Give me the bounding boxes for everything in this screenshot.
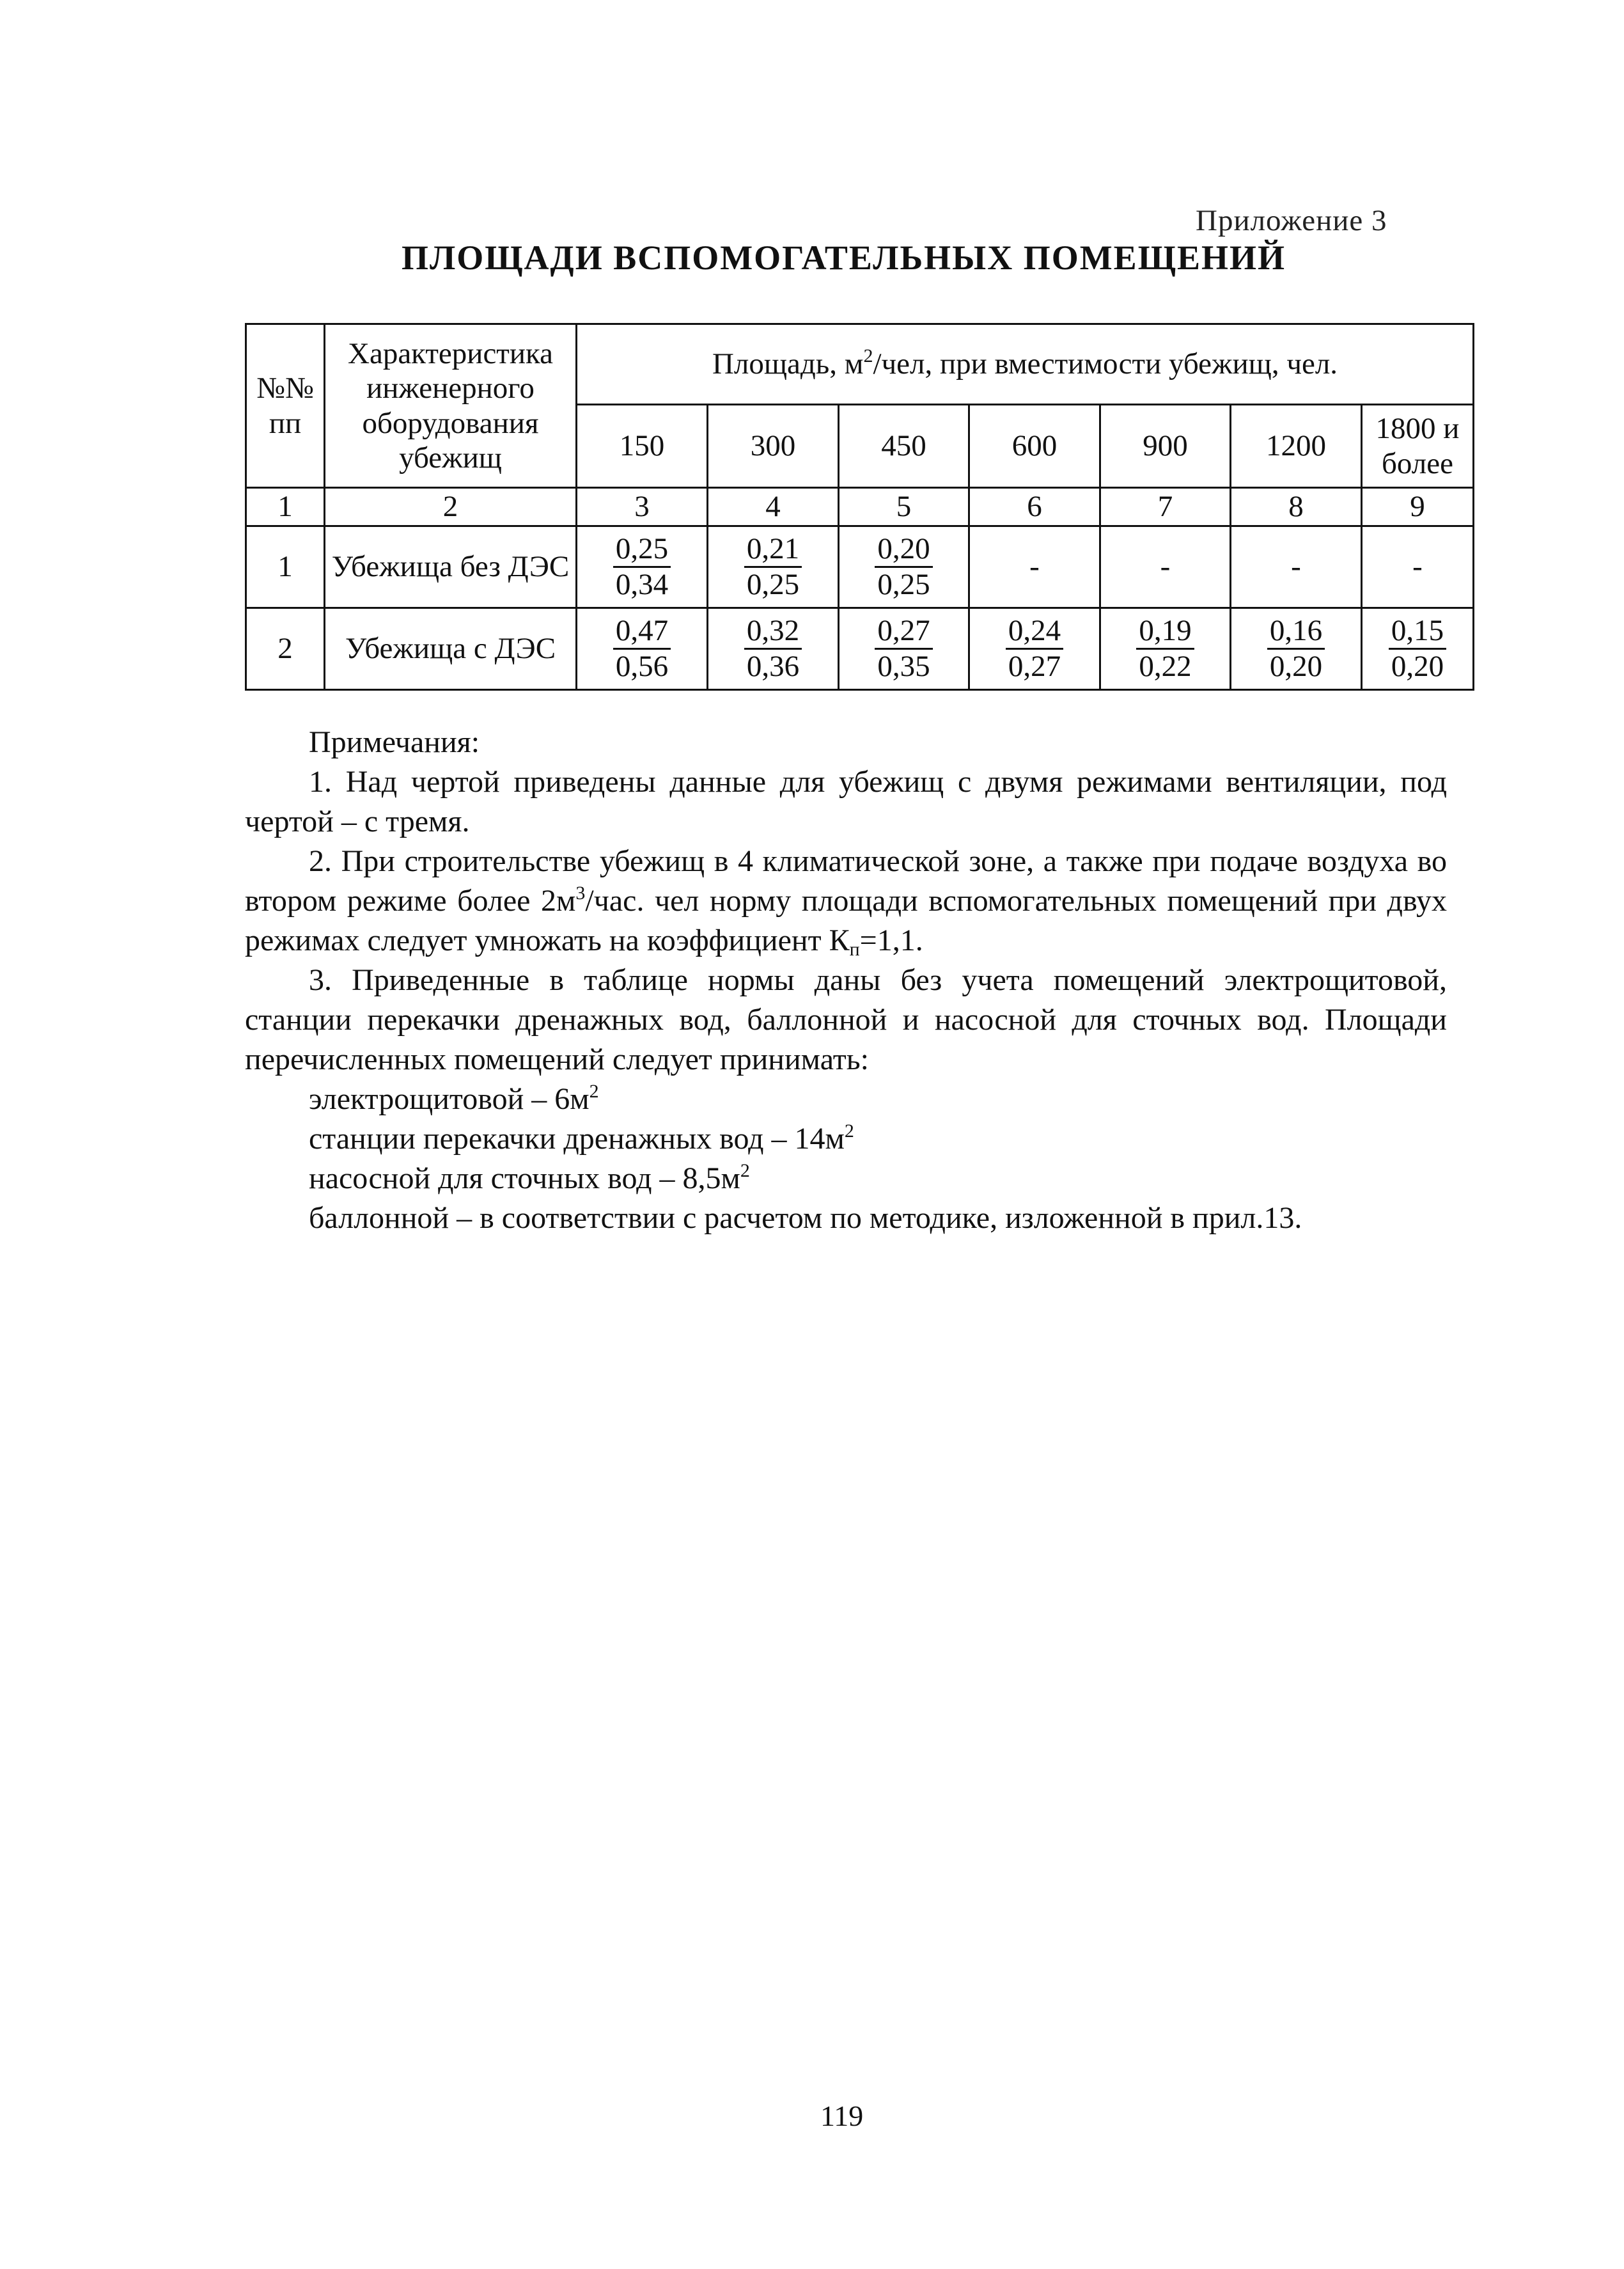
value-cell [577,526,708,608]
value-top: 0,21 [744,532,802,568]
value-cell [708,608,839,690]
header-area-cell [577,324,1474,405]
column-number-cell: 1 [246,488,325,526]
value-bottom: 0,20 [1269,649,1323,683]
value-dash-cell: - [1231,526,1362,608]
note-2-sup: 3 [575,883,586,904]
value-bottom: 0,25 [746,567,800,601]
note-3-item [245,1119,1447,1159]
note-3: 3. Приведенные в таблице нормы даны без учета помещений электрощитовой, станции перекачки дренажных вод, баллонной и насосной для сточных вод. Площади перечисленных помещений следует принимать: [245,963,1447,1076]
value-cell [1100,608,1231,690]
capacity-cell: 900 [1100,405,1231,488]
capacity-cell: 300 [708,405,839,488]
note-3-item-text: насосной для сточных вод – 8,5м [309,1161,740,1195]
header-num-cell [246,324,325,488]
note-3-item: баллонной – в соответствии с расчетом по методике, изложенной в прил.13. [309,1201,1302,1235]
column-number-cell: 8 [1231,488,1362,526]
num-header: №№ пп [256,372,314,440]
value-bottom: 0,36 [746,649,800,683]
capacity-cell: 1800 и более [1362,405,1474,488]
row-label-cell: Убежища без ДЭС [325,526,577,608]
notes-heading: Примечания: [309,725,480,759]
value-bottom: 0,27 [1008,649,1061,683]
area-header-pre: Площадь, м [712,347,864,381]
capacity-cell: 150 [577,405,708,488]
value-cell [969,608,1100,690]
value-bottom: 0,56 [615,649,669,683]
note-2-part-b: /час. чел норму площади вспомогательных помещений при двух режимах следует умножать на коэффициент К [245,884,1447,957]
header-characteristic-cell [325,324,577,488]
appendix-label: Приложение 3 [1196,204,1387,237]
column-number-cell: 4 [708,488,839,526]
note-2-part-a: 2. При строительстве убежищ в 4 климатической зоне, а также при подаче воздуха во втором режиме более 2м [245,844,1447,918]
value-top: 0,19 [1136,614,1194,650]
note-3-item-sup: 2 [589,1081,599,1102]
value-dash-cell: - [969,526,1100,608]
row-num-cell: 1 [246,526,325,608]
capacity-cell: 600 [969,405,1100,488]
table-row [246,608,1474,690]
capacity-cell: 450 [839,405,969,488]
note-3-item-sup: 2 [740,1160,750,1181]
value-dash-cell: - [1100,526,1231,608]
note-3-item-text: электрощитовой – 6м [309,1082,589,1116]
row-label-cell: Убежища с ДЭС [325,608,577,690]
area-header-sup: 2 [863,345,873,367]
area-header-post: /чел, при вместимости убежищ, чел. [873,347,1338,381]
note-2-sub: п [849,939,860,960]
value-top: 0,16 [1267,614,1325,650]
column-number-cell: 6 [969,488,1100,526]
column-number-cell: 5 [839,488,969,526]
note-3-item-sup: 2 [844,1120,854,1142]
note-3-item [245,1080,1447,1119]
note-1: 1. Над чертой приведены данные для убежищ с двумя режимами вентиляции, под чертой – с тремя. [245,765,1447,838]
value-top: 0,32 [744,614,802,650]
notes-section [245,723,1447,1238]
value-cell [1362,608,1474,690]
value-top: 0,24 [1006,614,1063,650]
column-number-cell: 3 [577,488,708,526]
column-number-cell: 2 [325,488,577,526]
value-cell [839,608,969,690]
value-bottom: 0,20 [1391,649,1444,683]
value-bottom: 0,34 [615,567,669,601]
value-bottom: 0,35 [877,649,930,683]
column-number-cell: 9 [1362,488,1474,526]
value-dash-cell: - [1362,526,1474,608]
value-bottom: 0,25 [877,567,930,601]
capacity-cell: 1200 [1231,405,1362,488]
note-2 [245,842,1447,961]
value-top: 0,25 [613,532,671,568]
note-3-item-text: станции перекачки дренажных вод – 14м [309,1122,845,1156]
value-cell [1231,608,1362,690]
value-top: 0,20 [875,532,932,568]
page-number: 119 [820,2100,864,2132]
row-num-cell: 2 [246,608,325,690]
value-cell [708,526,839,608]
value-top: 0,15 [1389,614,1446,650]
value-bottom: 0,22 [1139,649,1192,683]
area-norms-table [245,323,1474,691]
table-row [246,526,1474,608]
value-cell [577,608,708,690]
page-title: ПЛОЩАДИ ВСПОМОГАТЕЛЬНЫХ ПОМЕЩЕНИЙ [402,239,1286,277]
note-2-part-c: =1,1. [859,923,923,957]
note-3-item [245,1159,1447,1198]
value-cell [839,526,969,608]
value-top: 0,47 [613,614,671,650]
column-number-cell: 7 [1100,488,1231,526]
characteristic-header: Характеристика инженерного оборудования убежищ [348,337,553,475]
value-top: 0,27 [875,614,932,650]
